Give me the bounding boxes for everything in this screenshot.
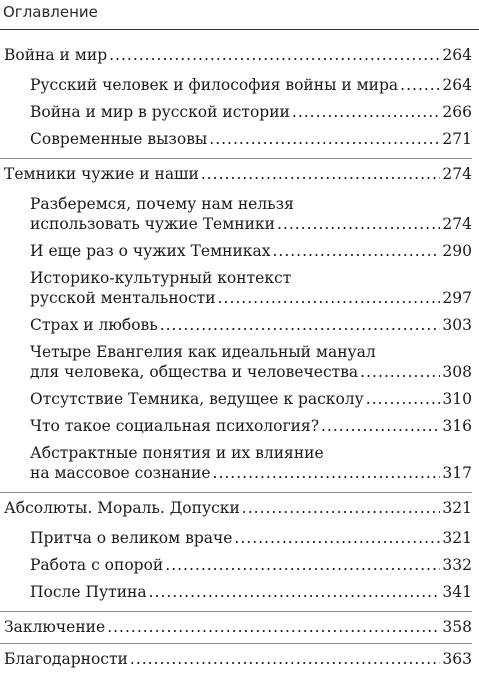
toc-subsection-entry[interactable] bbox=[0, 190, 472, 237]
chapter-title: Темники чужие и наши bbox=[4, 165, 199, 183]
dot-leader bbox=[292, 102, 441, 122]
subsection-title: Русский человек и философия войны и мира bbox=[30, 76, 399, 94]
page-number: 290 bbox=[442, 242, 472, 260]
toc-subsection-entry[interactable] bbox=[0, 385, 472, 412]
page-number: 363 bbox=[442, 650, 472, 668]
subsection-title: на массовое сознание bbox=[30, 464, 211, 482]
toc-line bbox=[30, 75, 472, 95]
chapter-title: Заключение bbox=[4, 618, 106, 636]
toc-chapter-entry[interactable] bbox=[0, 612, 472, 643]
page-number: 321 bbox=[442, 499, 472, 517]
page-number: 266 bbox=[442, 103, 472, 121]
header-rule bbox=[0, 29, 479, 30]
toc-subsection-entry[interactable] bbox=[0, 264, 472, 311]
toc-line bbox=[4, 649, 472, 669]
toc-line bbox=[30, 555, 472, 575]
toc-chapter-entry[interactable] bbox=[0, 493, 472, 524]
page-number: 316 bbox=[442, 417, 472, 435]
toc-subsection-entry[interactable] bbox=[0, 125, 472, 152]
dot-leader bbox=[400, 75, 440, 95]
page-number: 310 bbox=[442, 390, 472, 408]
toc-line bbox=[30, 241, 472, 261]
toc-line bbox=[4, 164, 472, 184]
toc-line bbox=[30, 416, 472, 436]
subsection-title: использовать чужие Темники bbox=[30, 215, 275, 233]
page-number: 274 bbox=[442, 215, 472, 233]
page-number: 341 bbox=[442, 583, 472, 601]
dot-leader bbox=[209, 129, 440, 149]
subsection-title: Историко-культурный контекст bbox=[30, 269, 292, 287]
dot-leader bbox=[366, 389, 441, 409]
toc-subsection-entry[interactable] bbox=[0, 71, 472, 98]
dot-leader bbox=[360, 362, 440, 382]
dot-leader bbox=[160, 315, 441, 335]
page-header: Оглавление bbox=[3, 3, 98, 21]
page-number: 274 bbox=[442, 165, 472, 183]
page-number: 308 bbox=[442, 363, 472, 381]
dot-leader bbox=[321, 416, 440, 436]
toc-line bbox=[30, 528, 472, 548]
toc-section bbox=[0, 158, 472, 492]
toc-section bbox=[0, 611, 472, 643]
subsection-title: Отсутствие Темника, ведущее к расколу bbox=[30, 390, 364, 408]
toc-section bbox=[0, 40, 472, 158]
subsection-title: И еще раз о чужих Темниках bbox=[30, 242, 271, 260]
toc-subsection-entry[interactable] bbox=[0, 551, 472, 578]
toc-line bbox=[4, 617, 472, 637]
subsection-title: Война и мир в русской истории bbox=[30, 103, 290, 121]
toc-line bbox=[4, 45, 472, 65]
dot-leader bbox=[218, 288, 441, 308]
subsection-title: русской ментальности bbox=[30, 289, 216, 307]
subsection-title: Что такое социальная психология? bbox=[30, 417, 319, 435]
page-number: 321 bbox=[442, 529, 472, 547]
toc-chapter-entry[interactable] bbox=[0, 159, 472, 190]
toc-line bbox=[30, 214, 472, 234]
dot-leader bbox=[201, 164, 441, 184]
toc-subsection-entry[interactable] bbox=[0, 578, 472, 605]
page-number: 358 bbox=[442, 618, 472, 636]
subsection-title: Разберемся, почему нам нельзя bbox=[30, 195, 294, 213]
toc-line bbox=[30, 443, 472, 463]
dot-leader bbox=[130, 649, 441, 669]
dot-leader bbox=[213, 463, 441, 483]
page-number: 271 bbox=[442, 130, 472, 148]
dot-leader bbox=[234, 528, 440, 548]
toc-line bbox=[30, 129, 472, 149]
toc-chapter-entry[interactable] bbox=[0, 644, 472, 675]
dot-leader bbox=[242, 498, 441, 518]
toc-line bbox=[30, 102, 472, 122]
page-number: 297 bbox=[442, 289, 472, 307]
toc-subsection-entry[interactable] bbox=[0, 338, 472, 385]
toc-line bbox=[30, 389, 472, 409]
toc-line bbox=[4, 498, 472, 518]
toc-line bbox=[30, 268, 472, 288]
subsection-title: для человека, общества и человечества bbox=[30, 363, 359, 381]
toc-subsection-entry[interactable] bbox=[0, 98, 472, 125]
dot-leader bbox=[109, 45, 440, 65]
toc-subsection-entry[interactable] bbox=[0, 524, 472, 551]
subsection-title: Современные вызовы bbox=[30, 130, 208, 148]
subsection-title: Работа с опорой bbox=[30, 556, 164, 574]
toc-subsection-entry[interactable] bbox=[0, 237, 472, 264]
chapter-title: Абсолюты. Мораль. Допуски bbox=[4, 499, 240, 517]
chapter-title: Война и мир bbox=[4, 46, 108, 64]
toc-subsection-entry[interactable] bbox=[0, 311, 472, 338]
subsection-title: Страх и любовь bbox=[30, 316, 158, 334]
subsection-title: После Путина bbox=[30, 583, 147, 601]
page-number: 264 bbox=[442, 76, 472, 94]
page-number: 317 bbox=[442, 464, 472, 482]
page-number: 332 bbox=[442, 556, 472, 574]
dot-leader bbox=[149, 582, 441, 602]
toc-subsection-entry[interactable] bbox=[0, 412, 472, 439]
dot-leader bbox=[165, 555, 440, 575]
toc-line bbox=[30, 362, 472, 382]
chapter-title: Благодарности bbox=[4, 650, 128, 668]
toc-line bbox=[30, 315, 472, 335]
dot-leader bbox=[277, 214, 440, 234]
toc-line bbox=[30, 463, 472, 483]
toc-line bbox=[30, 582, 472, 602]
toc-section bbox=[0, 643, 472, 675]
toc-line bbox=[30, 194, 472, 214]
toc-subsection-entry[interactable] bbox=[0, 439, 472, 486]
subsection-title: Притча о великом враче bbox=[30, 529, 233, 547]
page-number: 303 bbox=[442, 316, 472, 334]
subsection-title: Абстрактные понятия и их влияние bbox=[30, 444, 324, 462]
table-of-contents bbox=[0, 40, 472, 675]
page-number: 264 bbox=[442, 46, 472, 64]
dot-leader bbox=[272, 241, 440, 261]
dot-leader bbox=[107, 617, 440, 637]
toc-section bbox=[0, 492, 472, 611]
toc-line bbox=[30, 342, 472, 362]
toc-chapter-entry[interactable] bbox=[0, 40, 472, 71]
toc-line bbox=[30, 288, 472, 308]
subsection-title: Четыре Евангелия как идеальный мануал bbox=[30, 343, 376, 361]
